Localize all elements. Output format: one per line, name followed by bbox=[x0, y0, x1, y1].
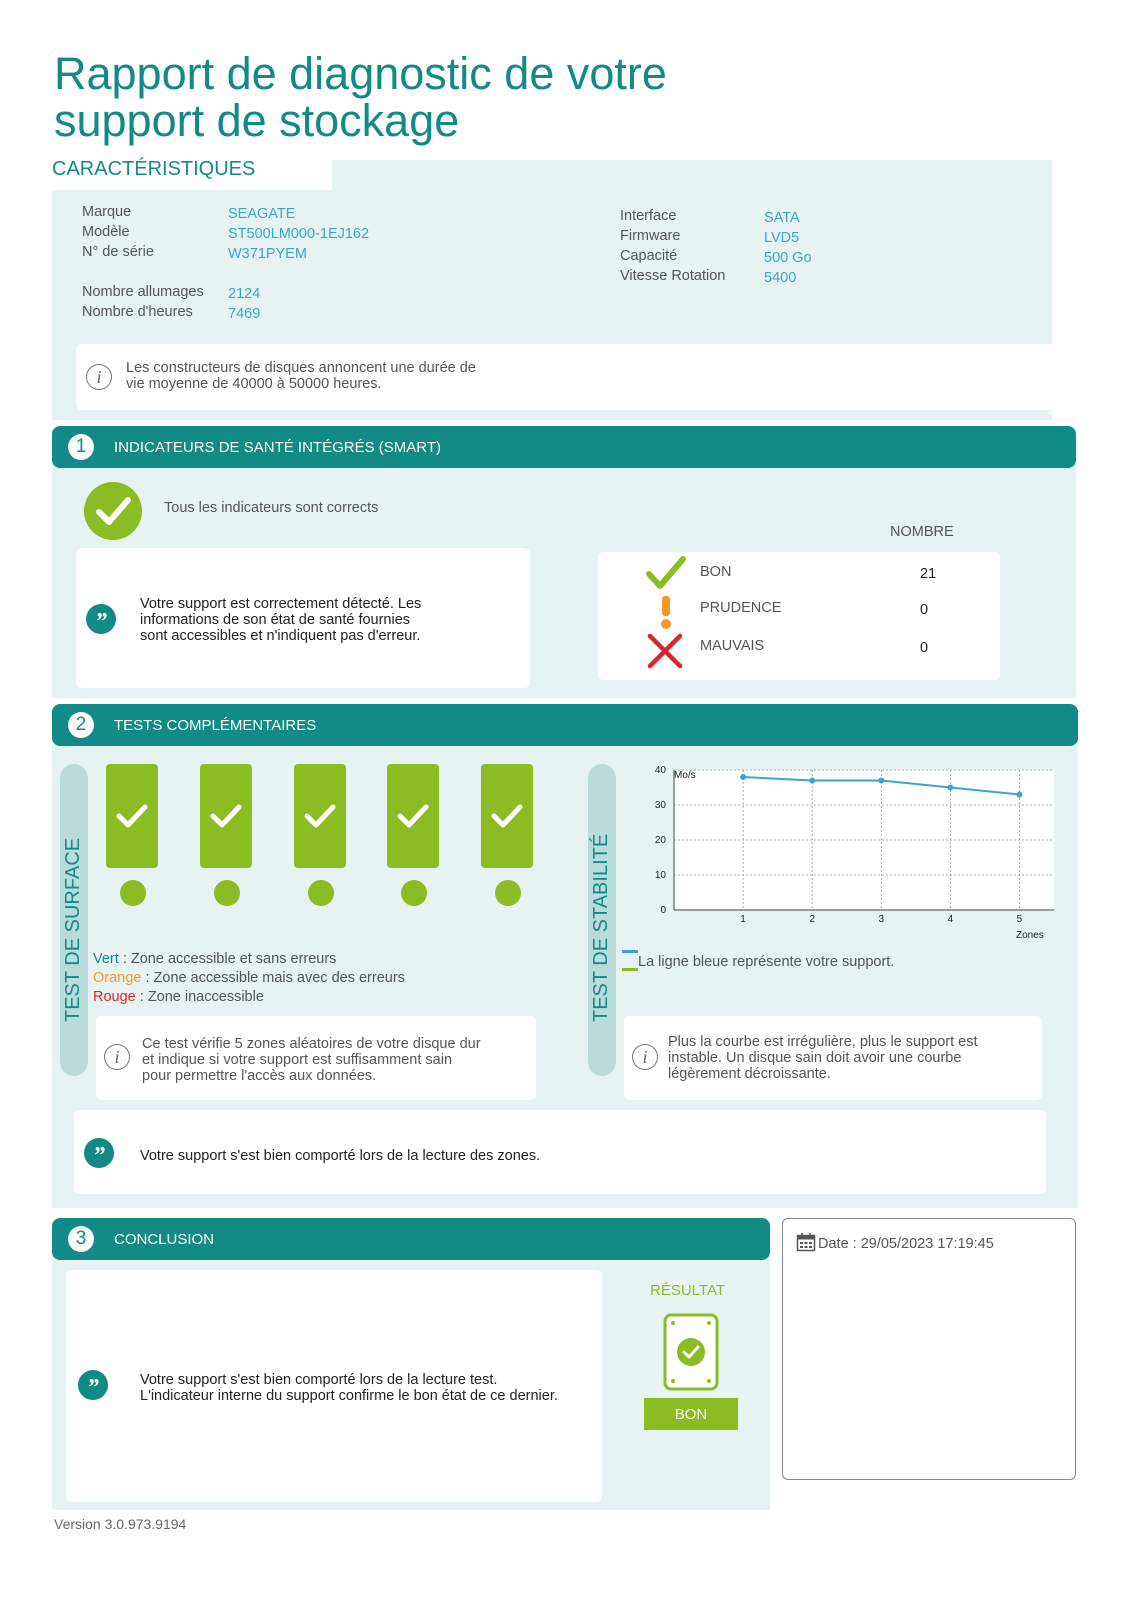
smart-status-text: Tous les indicateurs sont corrects bbox=[164, 500, 379, 516]
conclusion-section-header bbox=[52, 1218, 770, 1260]
section-number-1: 1 bbox=[68, 434, 94, 460]
firmware-value: LVD5 bbox=[764, 230, 800, 246]
version-text: Version 3.0.973.9194 bbox=[54, 1516, 187, 1532]
result-badge: BON bbox=[644, 1398, 738, 1430]
good-check-icon bbox=[646, 556, 686, 595]
chart-x-tick-label: 5 bbox=[1016, 914, 1023, 925]
chart-x-tick-label: 4 bbox=[947, 914, 954, 925]
quote-icon: ” bbox=[86, 604, 116, 634]
stability-info-text: Plus la courbe est irrégulière, plus le support est instable. Un disque sain doit avoir une courbe légèrement décroissante. bbox=[668, 1034, 978, 1082]
section-number-3: 3 bbox=[68, 1226, 94, 1252]
power-on-count-label: Nombre allumages bbox=[82, 284, 204, 300]
bad-label: MAUVAIS bbox=[700, 638, 765, 654]
rotation-speed-label: Vitesse Rotation bbox=[620, 268, 726, 284]
date-box bbox=[782, 1218, 1076, 1480]
chart-legend-text: La ligne bleue représente votre support. bbox=[638, 954, 895, 970]
interface-label: Interface bbox=[620, 208, 677, 224]
check-icon bbox=[487, 796, 527, 836]
chart-data-point bbox=[1016, 792, 1022, 798]
chart-y-tick-label: 20 bbox=[654, 835, 666, 846]
chart-y-tick-label: 10 bbox=[654, 870, 666, 881]
zone-dot-5 bbox=[495, 880, 521, 906]
chart-x-tick-label: 3 bbox=[878, 914, 885, 925]
page-title bbox=[54, 50, 667, 144]
result-label: RÉSULTAT bbox=[650, 1282, 726, 1299]
chart-x-tick-label: 2 bbox=[809, 914, 815, 925]
tests-section-header bbox=[52, 704, 1078, 746]
chart-data-point bbox=[740, 774, 746, 780]
speed-chart bbox=[642, 760, 1062, 944]
brand-label: Marque bbox=[82, 204, 132, 220]
hours-label: Nombre d'heures bbox=[82, 304, 193, 320]
caution-count: 0 bbox=[920, 602, 929, 618]
interface-value: SATA bbox=[764, 210, 800, 226]
lifetime-info-text: Les constructeurs de disques annoncent une durée de vie moyenne de 40000 à 50000 heures. bbox=[126, 360, 476, 392]
ok-check-icon bbox=[84, 482, 142, 540]
calendar-icon bbox=[796, 1232, 816, 1257]
quote-icon: ” bbox=[84, 1138, 114, 1168]
surface-test-label: TEST DE SURFACE bbox=[62, 837, 84, 1022]
surface-zone-5 bbox=[481, 764, 533, 868]
good-label: BON bbox=[700, 564, 732, 580]
bad-count: 0 bbox=[920, 640, 929, 656]
legend-orange: Orange : Zone accessible mais avec des erreurs bbox=[93, 970, 405, 986]
legend-green: Vert : Zone accessible et sans erreurs bbox=[93, 951, 337, 967]
bad-cross-icon bbox=[646, 632, 684, 675]
rotation-speed-value: 5400 bbox=[764, 270, 797, 286]
serial-label: N° de série bbox=[82, 244, 154, 260]
smart-comment-text: Votre support est correctement détecté. Les informations de son état de santé fournies sont accessibles et n'indiquent pas d'erreur. bbox=[140, 596, 422, 644]
chart-x-tick-label: 1 bbox=[740, 914, 746, 925]
chart-x-label: Zones bbox=[1016, 930, 1044, 941]
page-title-line2: support de stockage bbox=[54, 95, 460, 146]
conclusion-comment-text: Votre support s'est bien comporté lors de la lecture test. L'indicateur interne du support confirme le bon état de ce dernier. bbox=[140, 1372, 558, 1404]
power-on-count-value: 2124 bbox=[228, 286, 261, 302]
page-title-line1: Rapport de diagnostic de votre bbox=[54, 48, 667, 99]
serial-value: W371PYEM bbox=[228, 246, 307, 262]
chart-y-tick-label: 0 bbox=[660, 905, 666, 916]
surface-info-text: Ce test vérifie 5 zones aléatoires de votre disque dur et indique si votre support est suffisamment sain pour permettre l'accès aux données. bbox=[142, 1036, 481, 1084]
smart-section-header bbox=[52, 426, 1076, 468]
zone-dot-2 bbox=[214, 880, 240, 906]
tests-comment-text: Votre support s'est bien comporté lors de la lecture des zones. bbox=[140, 1148, 541, 1164]
stability-test-label: TEST DE STABILITÉ bbox=[590, 833, 612, 1022]
hard-drive-ok-icon bbox=[662, 1312, 720, 1397]
chart-data-point bbox=[809, 778, 815, 784]
count-column-header: NOMBRE bbox=[890, 524, 954, 540]
chart-y-tick-label: 30 bbox=[654, 800, 666, 811]
chart-y-tick-label: 40 bbox=[654, 765, 666, 776]
surface-legend bbox=[93, 950, 405, 1007]
conclusion-heading: CONCLUSION bbox=[114, 1230, 215, 1248]
model-label: Modèle bbox=[82, 224, 130, 240]
good-count: 21 bbox=[920, 566, 937, 582]
surface-zone-3 bbox=[294, 764, 346, 868]
section-number-2: 2 bbox=[68, 712, 94, 738]
surface-zone-1 bbox=[106, 764, 158, 868]
hours-value: 7469 bbox=[228, 306, 261, 322]
zone-dot-1 bbox=[120, 880, 146, 906]
characteristics-heading: CARACTÉRISTIQUES bbox=[52, 158, 256, 180]
check-icon bbox=[112, 796, 152, 836]
capacity-label: Capacité bbox=[620, 248, 678, 264]
tests-heading: TESTS COMPLÉMENTAIRES bbox=[114, 716, 317, 734]
info-icon: i bbox=[86, 364, 112, 390]
capacity-value: 500 Go bbox=[764, 250, 812, 266]
warning-icon bbox=[656, 594, 676, 635]
chart-data-point bbox=[947, 785, 953, 791]
chart-legend-green-mark bbox=[622, 968, 638, 971]
chart-legend-blue-mark bbox=[622, 950, 638, 953]
speed-chart-svg bbox=[642, 760, 1062, 944]
brand-value: SEAGATE bbox=[228, 206, 296, 222]
surface-zone-2 bbox=[200, 764, 252, 868]
firmware-label: Firmware bbox=[620, 228, 681, 244]
zone-dot-3 bbox=[308, 880, 334, 906]
check-icon bbox=[206, 796, 246, 836]
check-icon bbox=[300, 796, 340, 836]
quote-icon: ” bbox=[78, 1370, 108, 1400]
model-value: ST500LM000-1EJ162 bbox=[228, 226, 370, 242]
caution-label: PRUDENCE bbox=[700, 600, 782, 616]
zone-dot-4 bbox=[401, 880, 427, 906]
chart-y-label: Mo/s bbox=[674, 770, 696, 781]
info-icon: i bbox=[632, 1044, 658, 1070]
chart-data-point bbox=[878, 778, 884, 784]
report-date: Date : 29/05/2023 17:19:45 bbox=[818, 1236, 994, 1252]
check-icon bbox=[393, 796, 433, 836]
info-icon: i bbox=[104, 1044, 130, 1070]
legend-red: Rouge : Zone inaccessible bbox=[93, 989, 264, 1005]
smart-heading: INDICATEURS DE SANTÉ INTÉGRÉS (SMART) bbox=[114, 438, 441, 456]
surface-zone-4 bbox=[387, 764, 439, 868]
